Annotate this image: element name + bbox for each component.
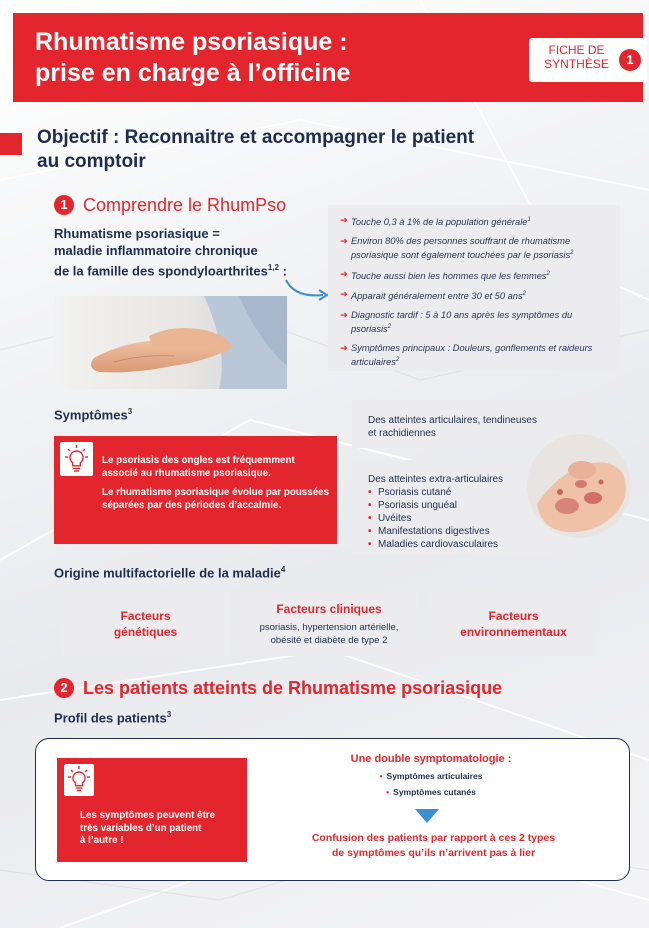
fact-item: ➔ Symptômes principaux : Douleurs, gonflements et raideurs articulaires$^2$: [340, 342, 593, 368]
confusion-note: Confusion des patients par rapport à ces 2 types de symptômes qu’ils n’arrivent pas à lier: [311, 832, 556, 859]
lightbulb-icon: [64, 764, 94, 796]
factor-genetic: Facteurs génétiques: [61, 592, 230, 656]
definition-text: Rhumatisme psoriasique = maladie inflammatoire chronique de la famille des spondyloarthrites$^{1,2}$ :: [54, 226, 287, 279]
origin-title: Origine multifactorielle de la maladie$^4$: [54, 565, 286, 581]
fact-item: ➔ Apparait généralement entre 30 et 50 ans$^2$: [340, 289, 526, 302]
variability-note: Les symptômes peuvent être très variables d’un patient à l’autre !: [80, 810, 216, 846]
facts-box: [328, 205, 620, 371]
flare-note: Le rhumatisme psoriasique évolue par poussées séparées par des périodes d’accalmie.: [102, 487, 330, 511]
objective-title: Objectif : Reconnaitre et accompagner le patient au comptoir: [37, 127, 475, 172]
section2-number: 2: [54, 678, 74, 698]
fact-item: ➔ Touche aussi bien les hommes que les femmes$^2$: [340, 268, 550, 281]
double-symptom-title: Une double symptomatologie :: [350, 753, 512, 765]
header-banner: [13, 13, 643, 102]
section1-title: Comprendre le RhumPso: [83, 195, 287, 215]
double-symptom-list: [281, 768, 581, 800]
hands-photo: [54, 296, 287, 389]
fact-item: ➔ Environ 80% des personnes souffrant de rhumatisme psoriasique sont également touchées par le psoriasis$^2$: [340, 235, 574, 261]
profile-title: Profil des patients$^3$: [54, 710, 172, 726]
symptoms-title: Symptômes$^3$: [54, 407, 133, 423]
symptoms-alert-card: [54, 436, 337, 544]
objective-marker: [0, 133, 22, 155]
list-item: • Symptômes cutanés: [386, 787, 476, 797]
list-item: • Maladies cardiovasculaires: [368, 539, 499, 550]
curved-arrow-icon: [283, 276, 333, 306]
variability-card: [57, 758, 247, 862]
profile-box: [35, 738, 630, 881]
fiche-badge: [529, 38, 647, 82]
nail-psoriasis-note: Le psoriasis des ongles est fréquemment associé au rhumatisme psoriasique.: [102, 455, 295, 479]
badge-number: 1: [619, 49, 641, 71]
fact-item: ➔ Touche 0,3 à 1% de la population générale$^1$: [340, 215, 531, 228]
page-title: Rhumatisme psoriasique : prise en charge à l’officine: [35, 28, 351, 87]
section2-title: Les patients atteints de Rhumatisme psoriasique: [83, 678, 503, 698]
foot-psoriasis-photo: [527, 434, 631, 538]
list-item: • Psoriasis cutané: [368, 487, 452, 498]
factor-clinical: Facteurs cliniques psoriasis, hypertension artérielle, obésité et diabète de type 2: [240, 592, 418, 656]
section1-number: 1: [54, 195, 74, 215]
facts-list: [340, 214, 610, 369]
down-arrow-icon: [415, 809, 439, 823]
list-item: • Uvéites: [368, 513, 412, 524]
factor-environmental: Facteurs environnementaux: [428, 592, 599, 656]
badge-label: FICHE DE SYNTHÈSE: [544, 43, 609, 71]
extra-articular-title: Des atteintes extra-articulaires: [368, 474, 504, 485]
list-item: • Psoriasis unguéal: [368, 500, 457, 511]
list-item: • Manifestations digestives: [368, 526, 490, 537]
articular-box: Des atteintes articulaires, tendineuses et rachidiennes: [352, 400, 588, 448]
list-item: • Symptômes articulaires: [379, 771, 483, 781]
fact-item: ➔ Diagnostic tardif : 5 à 10 ans après les symptômes du psoriasis$^2$: [340, 309, 573, 335]
lightbulb-icon: [60, 442, 93, 476]
